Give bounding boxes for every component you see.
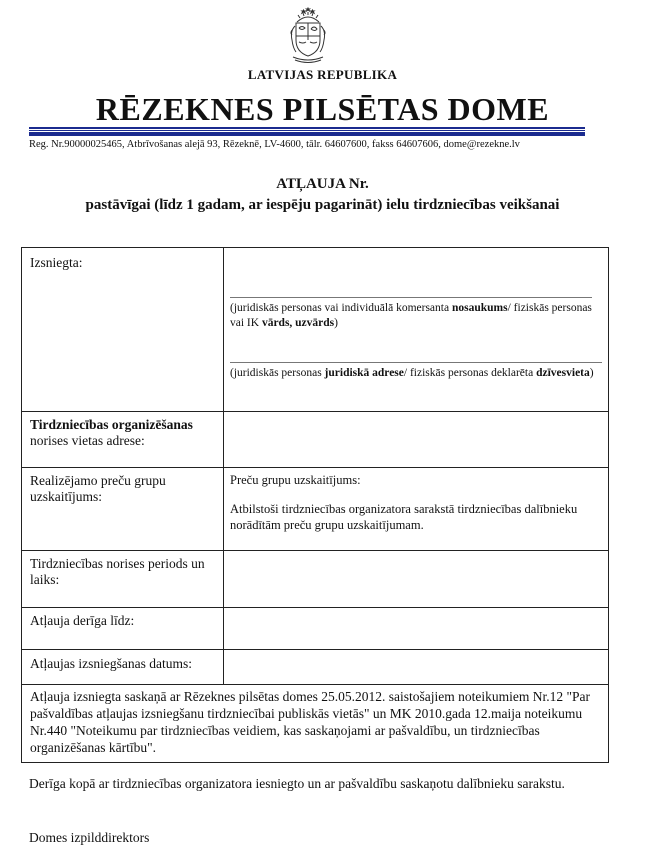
valid-until-value[interactable] <box>230 613 602 643</box>
organizer-address-label: Tirdzniecības organizēšanas norises vietas adrese: <box>30 417 193 448</box>
signatory: Domes izpilddirektors <box>29 830 150 845</box>
row-divider <box>22 684 608 685</box>
period-value[interactable] <box>230 556 602 600</box>
goods-value-text: Atbilstoši tirdzniecības organizatora sarakstā tirdzniecības dalībnieku norādītām preču grupu uzskaitījumam. <box>230 502 578 532</box>
issue-date-label: Atļaujas izsniegšanas datums: <box>30 656 192 671</box>
header-rule-bottom <box>29 132 585 136</box>
period-label: Tirdzniecības norises periods un laiks: <box>30 556 205 587</box>
header-rule-middle <box>29 130 585 131</box>
row-divider <box>22 607 608 608</box>
issue-date-value[interactable] <box>230 656 602 680</box>
permit-form <box>21 247 609 763</box>
goods-value-title: Preču grupu uzskaitījums: <box>230 473 361 487</box>
issued-to-label: Izsniegta: <box>30 255 83 270</box>
header-rule-top <box>29 127 585 129</box>
issued-name-hint: (juridiskās personas vai individuālā komersanta nosaukums/ fiziskās personas vai IK vārds, uzvārds) <box>230 302 592 329</box>
validity-note: Derīga kopā ar tirdzniecības organizatora iesniegto un ar pašvaldību saskaņotu dalībnieku sarakstu. <box>29 776 565 791</box>
row-divider <box>22 467 608 468</box>
document-subtitle: pastāvīgai (līdz 1 gadam, ar iespēju pagarināt) ielu tirdzniecības veikšanai <box>85 197 560 213</box>
valid-until-label: Atļauja derīga līdz: <box>30 613 135 628</box>
legal-basis: Atļauja izsniegta saskaņā ar Rēzeknes pilsētas domes 25.05.2012. saistošajiem noteikumiem Nr.12 "Par pašvaldības atļaujas izsniegšanu tirdzniecībai publiskās vietās" un MK 2010.gada 12.maija noteikumu Nr.440 "Noteikumu par tirdzniecības veidiem, kas saskaņojami ar pašvaldību, un tirdzniecības organizēšanas kārtību". <box>30 689 591 755</box>
contact-line: Reg. Nr.90000025465, Atbrīvošanas alejā 93, Rēzeknē, LV-4600, tālr. 64607600, fakss 64607606, dome@rezekne.lv <box>29 139 520 150</box>
coat-of-arms-icon <box>287 6 329 64</box>
organizer-address-value[interactable] <box>230 417 602 461</box>
row-divider <box>22 411 608 412</box>
issued-name-field[interactable] <box>230 297 592 298</box>
column-divider <box>223 248 224 684</box>
goods-label: Realizējamo preču grupu uzskaitījums: <box>30 473 166 504</box>
institution-name: RĒZEKNES PILSĒTAS DOME <box>95 91 550 127</box>
issued-address-hint: (juridiskās personas juridiskā adrese/ fiziskās personas deklarēta dzīvesvieta) <box>230 367 594 379</box>
document-title: ATĻAUJA Nr. <box>276 176 369 192</box>
row-divider <box>22 649 608 650</box>
row-divider <box>22 550 608 551</box>
issued-address-field[interactable] <box>230 362 602 363</box>
republic-name: LATVIJAS REPUBLIKA <box>247 67 398 82</box>
